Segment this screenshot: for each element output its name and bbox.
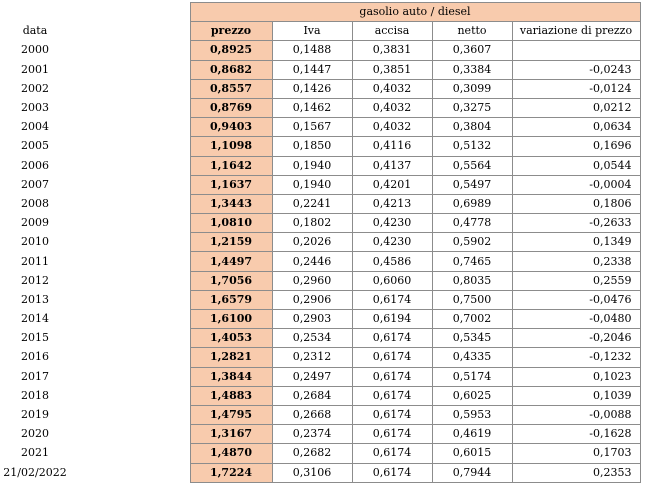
row-date: 2018 <box>21 388 49 402</box>
row-date: 2004 <box>21 120 49 134</box>
empty-cell <box>70 98 190 117</box>
row-accisa: 0,6174 <box>352 463 432 482</box>
row-netto: 0,5902 <box>432 233 512 252</box>
row-date: 2013 <box>21 292 49 306</box>
row-netto: 0,4778 <box>432 214 512 233</box>
row-iva: 0,3106 <box>272 463 352 482</box>
row-variation: 0,0212 <box>512 98 640 117</box>
row-price: 1,4497 <box>190 252 272 271</box>
empty-cell <box>70 175 190 194</box>
row-date: 2009 <box>21 216 49 230</box>
row-variation: 0,1349 <box>512 233 640 252</box>
row-accisa: 0,6174 <box>352 444 432 463</box>
table-row <box>0 310 640 329</box>
empty-cell <box>70 79 190 98</box>
row-netto: 0,6025 <box>432 386 512 405</box>
header-netto: netto <box>432 22 512 41</box>
row-iva: 0,2906 <box>272 290 352 309</box>
row-price: 1,0810 <box>190 214 272 233</box>
row-date: 2010 <box>21 235 49 249</box>
table-row <box>0 405 640 424</box>
empty-cell <box>0 3 70 22</box>
group-header-row <box>0 3 640 22</box>
row-date: 2012 <box>21 273 49 287</box>
row-iva: 0,1940 <box>272 175 352 194</box>
row-price: 1,3443 <box>190 194 272 213</box>
empty-cell <box>70 348 190 367</box>
row-accisa: 0,6174 <box>352 290 432 309</box>
row-netto: 0,6015 <box>432 444 512 463</box>
row-iva: 0,2682 <box>272 444 352 463</box>
row-accisa: 0,6174 <box>352 348 432 367</box>
row-price: 1,3844 <box>190 367 272 386</box>
header-price: prezzo <box>190 22 272 41</box>
row-date: 2021 <box>21 446 49 460</box>
empty-cell <box>70 329 190 348</box>
row-iva: 0,1426 <box>272 79 352 98</box>
row-variation: 0,1023 <box>512 367 640 386</box>
row-variation: 0,2559 <box>512 271 640 290</box>
empty-cell <box>70 386 190 405</box>
row-iva: 0,2903 <box>272 310 352 329</box>
row-iva: 0,1462 <box>272 98 352 117</box>
row-variation: -0,0480 <box>512 310 640 329</box>
header-date: data <box>22 24 48 38</box>
table-row <box>0 214 640 233</box>
row-accisa: 0,4586 <box>352 252 432 271</box>
empty-cell <box>70 252 190 271</box>
empty-cell <box>70 3 190 22</box>
table-row <box>0 290 640 309</box>
table-row <box>0 233 640 252</box>
row-iva: 0,2312 <box>272 348 352 367</box>
row-accisa: 0,6174 <box>352 367 432 386</box>
row-iva: 0,1802 <box>272 214 352 233</box>
table-row <box>0 194 640 213</box>
group-title: gasolio auto / diesel <box>190 3 640 22</box>
row-netto: 0,5345 <box>432 329 512 348</box>
row-accisa: 0,4032 <box>352 98 432 117</box>
row-date: 21/02/2022 <box>3 465 67 479</box>
row-variation: -0,2633 <box>512 214 640 233</box>
header-iva: Iva <box>272 22 352 41</box>
row-iva: 0,1488 <box>272 41 352 60</box>
empty-cell <box>70 271 190 290</box>
row-variation <box>512 41 640 60</box>
row-date: 2001 <box>21 62 49 76</box>
row-netto: 0,7002 <box>432 310 512 329</box>
row-variation: 0,1806 <box>512 194 640 213</box>
row-date: 2016 <box>21 350 49 364</box>
empty-cell <box>70 290 190 309</box>
row-price: 1,1637 <box>190 175 272 194</box>
header-accisa: accisa <box>352 22 432 41</box>
table-row <box>0 386 640 405</box>
table-row <box>0 175 640 194</box>
row-price: 1,6100 <box>190 310 272 329</box>
row-date: 2003 <box>21 101 49 115</box>
row-accisa: 0,3831 <box>352 41 432 60</box>
row-netto: 0,4335 <box>432 348 512 367</box>
row-iva: 0,1850 <box>272 137 352 156</box>
row-netto: 0,7500 <box>432 290 512 309</box>
row-netto: 0,4619 <box>432 425 512 444</box>
row-price: 1,1098 <box>190 137 272 156</box>
empty-cell <box>70 233 190 252</box>
row-iva: 0,1940 <box>272 156 352 175</box>
row-accisa: 0,4032 <box>352 79 432 98</box>
table-row <box>0 271 640 290</box>
row-variation: 0,1703 <box>512 444 640 463</box>
row-netto: 0,8035 <box>432 271 512 290</box>
row-variation: 0,0544 <box>512 156 640 175</box>
row-variation: -0,2046 <box>512 329 640 348</box>
row-netto: 0,3275 <box>432 98 512 117</box>
row-price: 0,8682 <box>190 60 272 79</box>
row-date: 2020 <box>21 427 49 441</box>
empty-cell <box>70 214 190 233</box>
row-date: 2007 <box>21 177 49 191</box>
row-price: 1,7224 <box>190 463 272 482</box>
row-iva: 0,2684 <box>272 386 352 405</box>
row-netto: 0,3607 <box>432 41 512 60</box>
row-variation: -0,1232 <box>512 348 640 367</box>
empty-cell <box>70 137 190 156</box>
table-row <box>0 367 640 386</box>
row-date: 2019 <box>21 408 49 422</box>
table-row <box>0 156 640 175</box>
row-price: 1,1642 <box>190 156 272 175</box>
row-price: 0,8769 <box>190 98 272 117</box>
row-netto: 0,5564 <box>432 156 512 175</box>
table-row <box>0 98 640 117</box>
table-row <box>0 79 640 98</box>
empty-cell <box>70 118 190 137</box>
row-accisa: 0,4032 <box>352 118 432 137</box>
row-price: 1,7056 <box>190 271 272 290</box>
row-variation: -0,0243 <box>512 60 640 79</box>
row-accisa: 0,4201 <box>352 175 432 194</box>
row-iva: 0,2534 <box>272 329 352 348</box>
empty-cell <box>70 405 190 424</box>
row-accisa: 0,4213 <box>352 194 432 213</box>
table-row <box>0 60 640 79</box>
row-variation: 0,2353 <box>512 463 640 482</box>
table-row <box>0 137 640 156</box>
table-body <box>0 3 640 483</box>
table-row <box>0 118 640 137</box>
row-netto: 0,7465 <box>432 252 512 271</box>
empty-cell <box>70 156 190 175</box>
row-accisa: 0,6194 <box>352 310 432 329</box>
row-netto: 0,5174 <box>432 367 512 386</box>
row-variation: -0,0088 <box>512 405 640 424</box>
row-date: 2002 <box>21 81 49 95</box>
row-price: 1,4795 <box>190 405 272 424</box>
empty-cell <box>70 194 190 213</box>
row-date: 2008 <box>21 196 49 210</box>
row-date: 2006 <box>21 158 49 172</box>
row-iva: 0,1567 <box>272 118 352 137</box>
row-netto: 0,5497 <box>432 175 512 194</box>
row-date: 2005 <box>21 139 49 153</box>
row-price: 1,2821 <box>190 348 272 367</box>
empty-cell <box>70 425 190 444</box>
empty-cell <box>70 60 190 79</box>
table-row <box>0 444 640 463</box>
row-accisa: 0,4116 <box>352 137 432 156</box>
row-accisa: 0,6174 <box>352 329 432 348</box>
row-netto: 0,7944 <box>432 463 512 482</box>
row-accisa: 0,6174 <box>352 425 432 444</box>
row-iva: 0,2446 <box>272 252 352 271</box>
row-price: 0,8925 <box>190 41 272 60</box>
table-row <box>0 348 640 367</box>
header-variation: variazione di prezzo <box>512 22 640 41</box>
row-accisa: 0,6060 <box>352 271 432 290</box>
row-variation: -0,0476 <box>512 290 640 309</box>
row-iva: 0,2497 <box>272 367 352 386</box>
row-date: 2015 <box>21 331 49 345</box>
row-accisa: 0,3851 <box>352 60 432 79</box>
row-variation: -0,1628 <box>512 425 640 444</box>
row-price: 1,4870 <box>190 444 272 463</box>
row-price: 1,6579 <box>190 290 272 309</box>
row-price: 1,3167 <box>190 425 272 444</box>
empty-cell <box>70 41 190 60</box>
empty-cell <box>70 367 190 386</box>
row-variation: -0,0124 <box>512 79 640 98</box>
row-netto: 0,6989 <box>432 194 512 213</box>
empty-cell <box>70 22 190 41</box>
row-date: 2017 <box>21 369 49 383</box>
row-variation: 0,1696 <box>512 137 640 156</box>
row-date: 2014 <box>21 312 49 326</box>
row-iva: 0,2374 <box>272 425 352 444</box>
table-row <box>0 425 640 444</box>
row-price: 1,4053 <box>190 329 272 348</box>
table-row <box>0 463 640 482</box>
row-variation: 0,0634 <box>512 118 640 137</box>
row-date: 2011 <box>21 254 49 268</box>
row-accisa: 0,4230 <box>352 233 432 252</box>
table-row <box>0 41 640 60</box>
empty-cell <box>70 310 190 329</box>
row-price: 0,8557 <box>190 79 272 98</box>
empty-cell <box>70 444 190 463</box>
row-variation: 0,2338 <box>512 252 640 271</box>
row-accisa: 0,4230 <box>352 214 432 233</box>
row-iva: 0,1447 <box>272 60 352 79</box>
row-accisa: 0,6174 <box>352 405 432 424</box>
table-row <box>0 252 640 271</box>
row-netto: 0,3804 <box>432 118 512 137</box>
fuel-price-table <box>0 2 641 483</box>
row-netto: 0,3099 <box>432 79 512 98</box>
row-accisa: 0,4137 <box>352 156 432 175</box>
row-price: 1,2159 <box>190 233 272 252</box>
row-netto: 0,5132 <box>432 137 512 156</box>
row-accisa: 0,6174 <box>352 386 432 405</box>
row-price: 1,4883 <box>190 386 272 405</box>
row-variation: -0,0004 <box>512 175 640 194</box>
column-header-row <box>0 22 640 41</box>
row-iva: 0,2026 <box>272 233 352 252</box>
row-price: 0,9403 <box>190 118 272 137</box>
table-row <box>0 329 640 348</box>
row-variation: 0,1039 <box>512 386 640 405</box>
row-iva: 0,2668 <box>272 405 352 424</box>
row-netto: 0,3384 <box>432 60 512 79</box>
row-netto: 0,5953 <box>432 405 512 424</box>
empty-cell <box>70 463 190 482</box>
row-iva: 0,2960 <box>272 271 352 290</box>
row-iva: 0,2241 <box>272 194 352 213</box>
row-date: 2000 <box>21 43 49 57</box>
